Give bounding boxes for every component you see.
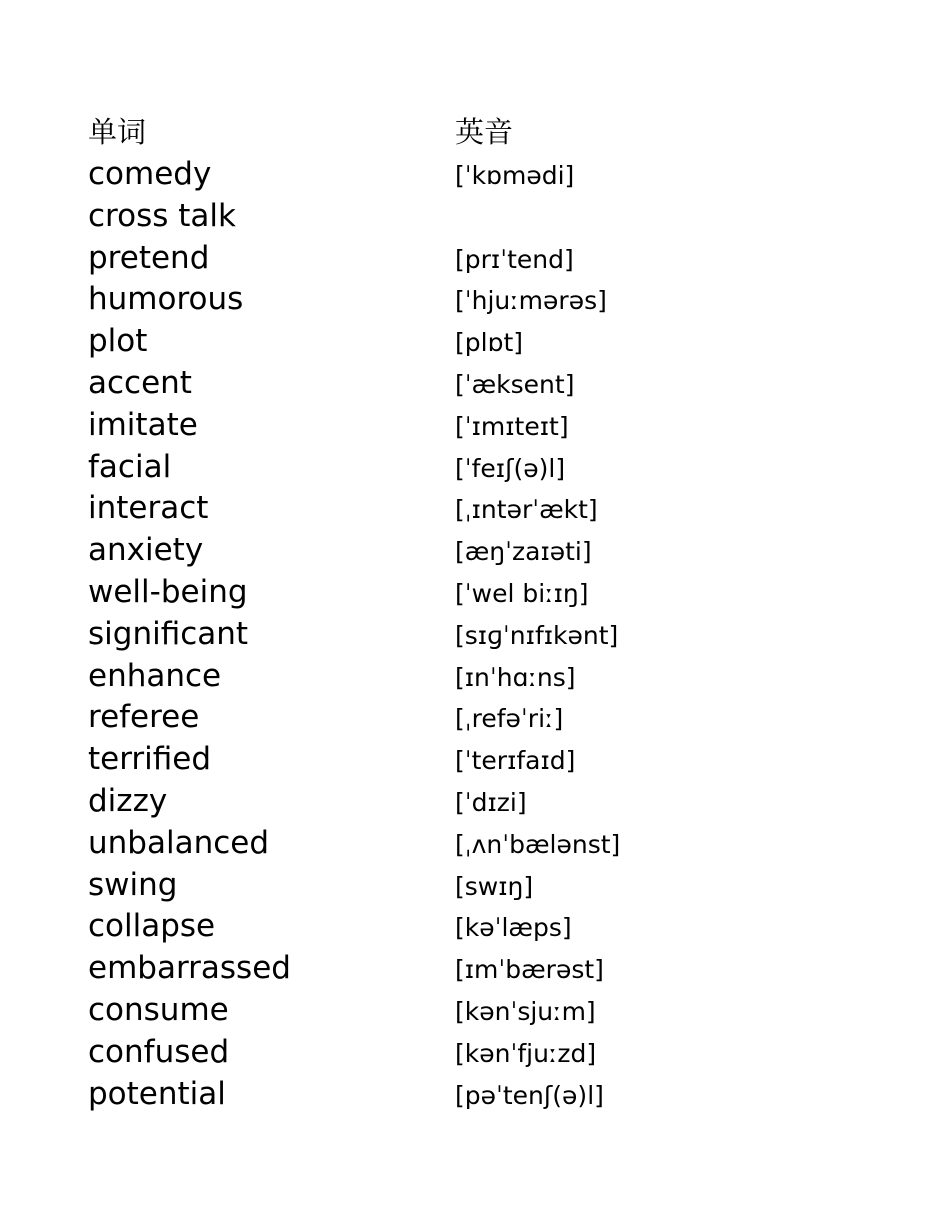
table-row: [88, 363, 848, 405]
word-cell: referee: [88, 699, 200, 736]
word-cell: anxiety: [88, 532, 204, 569]
word-cell: plot: [88, 323, 148, 360]
table-row: [88, 488, 848, 530]
table-row: [88, 321, 848, 363]
word-cell: significant: [88, 615, 249, 652]
ipa-cell: [ˈæksent]: [455, 369, 575, 399]
ipa-cell: [ˌɪntərˈækt]: [455, 495, 598, 525]
word-cell: potential: [88, 1075, 226, 1112]
ipa-cell: [sɪɡˈnɪfɪkənt]: [455, 620, 619, 650]
table-row: [88, 405, 848, 447]
table-row: [88, 154, 848, 196]
table-row: [88, 238, 848, 280]
table-row: [88, 530, 848, 572]
ipa-cell: [kənˈfjuːzd]: [455, 1038, 597, 1068]
word-cell: unbalanced: [88, 824, 270, 861]
table-row: [88, 656, 848, 698]
table-row: [88, 196, 848, 238]
ipa-cell: [pəˈtenʃ(ə)l]: [455, 1080, 604, 1110]
ipa-cell: [ˈdɪzi]: [455, 787, 527, 817]
word-cell: humorous: [88, 281, 244, 318]
word-cell: consume: [88, 991, 229, 1028]
ipa-cell: [kənˈsjuːm]: [455, 996, 596, 1026]
word-cell: accent: [88, 364, 192, 401]
table-row: [88, 572, 848, 614]
ipa-cell: [ˈterɪfaɪd]: [455, 746, 576, 776]
table-row: [88, 279, 848, 321]
table-row: [88, 697, 848, 739]
table-row: [88, 865, 848, 907]
ipa-cell: [ˈkɒmədi]: [455, 161, 575, 190]
word-cell: cross talk: [88, 197, 236, 234]
table-header-row: [88, 112, 848, 154]
ipa-cell: [plɒt]: [455, 328, 523, 358]
word-column-header: 单词: [88, 115, 147, 149]
ipa-cell: [ɪnˈhɑːns]: [455, 662, 576, 692]
ipa-cell: [prɪˈtend]: [455, 244, 574, 274]
word-cell: dizzy: [88, 782, 168, 819]
ipa-cell: [ˈhjuːmərəs]: [455, 286, 607, 316]
table-row: [88, 990, 848, 1032]
word-cell: imitate: [88, 406, 198, 443]
table-row: [88, 1074, 848, 1116]
ipa-cell: [swɪŋ]: [455, 871, 534, 901]
ipa-column-header: 英音: [455, 115, 514, 149]
word-cell: pretend: [88, 239, 210, 276]
table-row: [88, 948, 848, 990]
word-cell: embarrassed: [88, 950, 291, 987]
table-row: [88, 906, 848, 948]
word-cell: confused: [88, 1033, 230, 1070]
word-cell: interact: [88, 490, 209, 527]
word-cell: enhance: [88, 657, 222, 694]
table-row: [88, 781, 848, 823]
ipa-cell: [kəˈlæps]: [455, 913, 572, 943]
table-row: [88, 614, 848, 656]
word-cell: swing: [88, 866, 178, 903]
ipa-cell: [ˈɪmɪteɪt]: [455, 411, 569, 441]
word-cell: well-being: [88, 573, 248, 610]
ipa-cell: [ˌrefəˈriː]: [455, 704, 564, 734]
word-cell: facial: [88, 448, 172, 485]
vocabulary-table: [88, 112, 848, 1115]
ipa-cell: [æŋˈzaɪəti]: [455, 537, 592, 567]
table-row: [88, 1032, 848, 1074]
table-row: [88, 447, 848, 489]
ipa-cell: [ˈfeɪʃ(ə)l]: [455, 453, 566, 483]
ipa-cell: [ɪmˈbærəst]: [455, 955, 604, 985]
ipa-cell: [ˈwel biːɪŋ]: [455, 578, 589, 608]
word-cell: collapse: [88, 908, 216, 945]
word-cell: terrified: [88, 741, 212, 778]
word-cell: comedy: [88, 156, 212, 192]
ipa-cell: [ˌʌnˈbælənst]: [455, 829, 621, 859]
table-row: [88, 823, 848, 865]
table-row: [88, 739, 848, 781]
